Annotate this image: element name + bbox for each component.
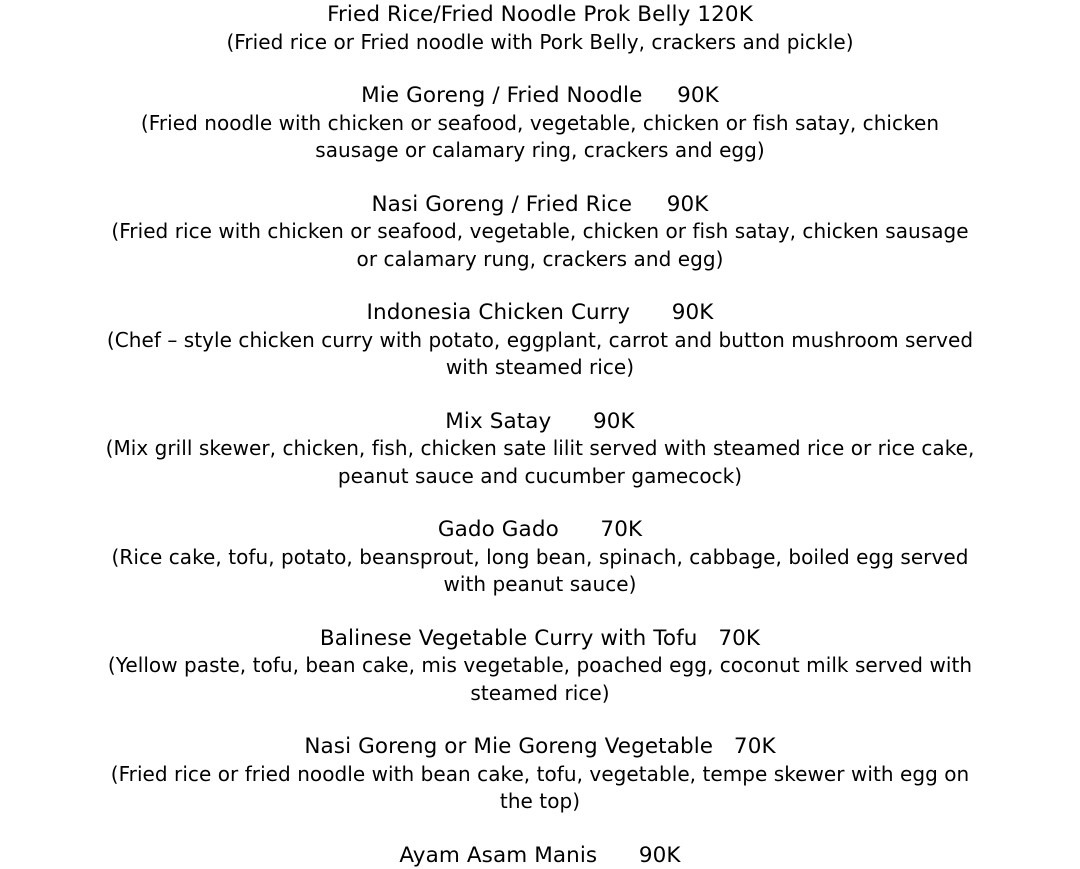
menu-item-description: (Fried rice with chicken or seafood, vegetable, chicken or fish satay, chicken sausage or calamary rung, crackers and egg) [88, 218, 992, 273]
menu-item-description: (Fried rice or fried noodle with bean cake, tofu, vegetable, tempe skewer with egg on the top) [88, 761, 992, 816]
item-spacer [88, 816, 992, 842]
menu-item-title: Ayam Asam Manis 90K [88, 842, 992, 869]
menu-item-title: Fried Rice/Fried Noodle Prok Belly 120K [88, 1, 992, 29]
menu-item-description: (Yellow paste, tofu, bean cake, mis vegetable, poached egg, coconut milk served with steamed rice) [88, 652, 992, 707]
menu-item [88, 0, 992, 56]
menu-item [88, 516, 992, 599]
menu-item-description: (Mix grill skewer, chicken, fish, chicken sate lilit served with steamed rice or rice cake, peanut sauce and cucumber gamecock) [88, 435, 992, 490]
menu-item-list [88, 0, 992, 869]
menu-item-description: (Fried rice or Fried noodle with Pork Belly, crackers and pickle) [88, 29, 992, 57]
item-spacer [88, 707, 992, 733]
menu-item-title: Nasi Goreng or Mie Goreng Vegetable 70K [88, 733, 992, 761]
menu-item-description: (Fried noodle with chicken or seafood, vegetable, chicken or fish satay, chicken sausage or calamary ring, crackers and egg) [88, 110, 992, 165]
menu-item-title: Nasi Goreng / Fried Rice 90K [88, 191, 992, 219]
item-spacer [88, 56, 992, 82]
menu-item [88, 408, 992, 491]
menu-item [88, 191, 992, 274]
menu-item-title: Balinese Vegetable Curry with Tofu 70K [88, 625, 992, 653]
item-spacer [88, 165, 992, 191]
item-spacer [88, 490, 992, 516]
menu-item-title: Mix Satay 90K [88, 408, 992, 436]
item-spacer [88, 599, 992, 625]
menu-item [88, 842, 992, 869]
menu-item-title: Mie Goreng / Fried Noodle 90K [88, 82, 992, 110]
menu-item-description: (Chef – style chicken curry with potato, eggplant, carrot and button mushroom served with steamed rice) [88, 327, 992, 382]
item-spacer [88, 273, 992, 299]
menu-item [88, 82, 992, 165]
menu-item [88, 733, 992, 816]
menu-item-title: Indonesia Chicken Curry 90K [88, 299, 992, 327]
menu-item-description: (Rice cake, tofu, potato, beansprout, long bean, spinach, cabbage, boiled egg served with peanut sauce) [88, 544, 992, 599]
menu-item-title: Gado Gado 70K [88, 516, 992, 544]
menu-item [88, 299, 992, 382]
item-spacer [88, 382, 992, 408]
menu-item [88, 625, 992, 708]
